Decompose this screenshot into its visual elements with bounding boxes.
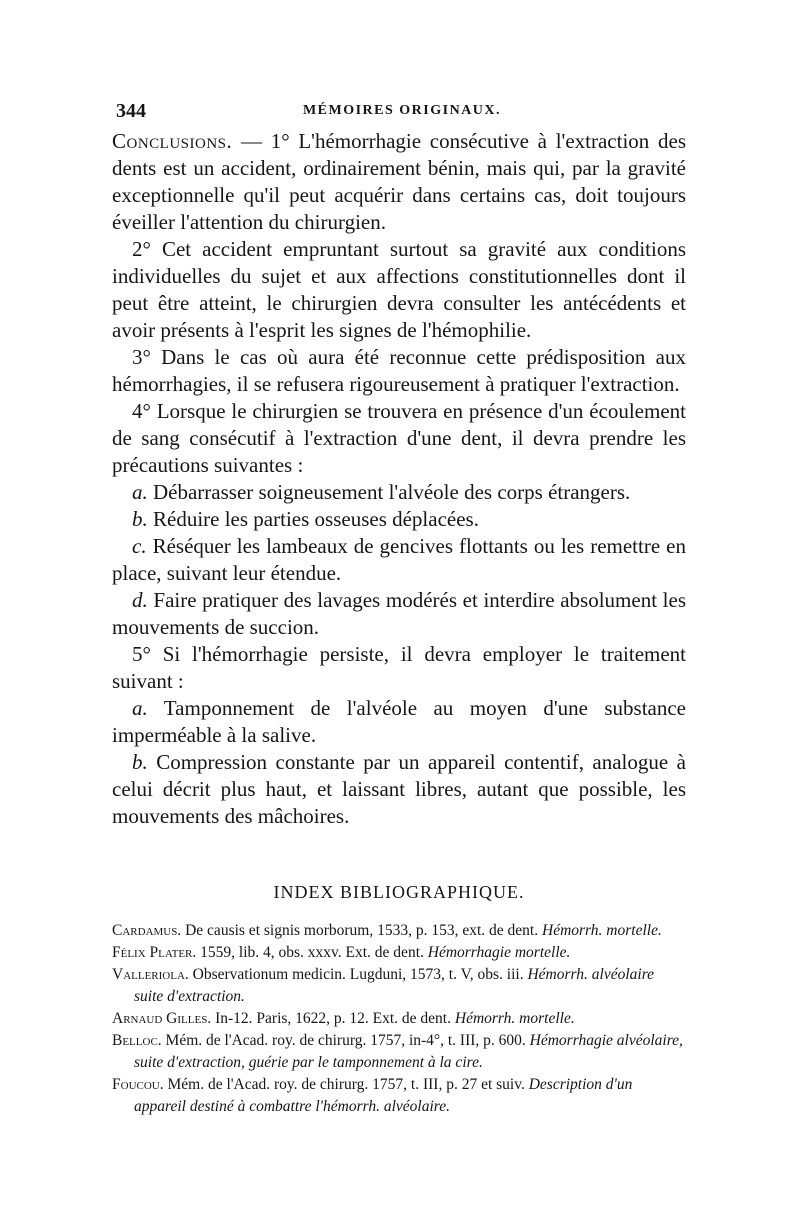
page-number: 344	[116, 100, 146, 122]
bib-note: Hémorrhagie mortelle.	[427, 944, 571, 961]
item-text: Compression constante par un appareil contentif, analogue à celui décrit plus haut, et laissant libres, autant que possible, les mouvements des mâchoires.	[112, 750, 686, 828]
running-title: MÉMOIRES ORIGINAUX.	[302, 103, 502, 118]
item-text: Débarrasser soigneusement l'alvéole des corps étrangers.	[147, 480, 631, 504]
conclusion-paragraph-4: 4° Lorsque le chirurgien se trouvera en présence d'un écoulement de sang consécutif à l'extraction d'une dent, il devra prendre les précautions suivantes :	[112, 399, 686, 477]
bibliography-entry	[112, 920, 686, 942]
item-marker: a.	[132, 480, 148, 504]
bib-note: Hémorrh. mortelle.	[454, 1010, 575, 1027]
bib-author: Arnaud Gilles.	[112, 1010, 212, 1027]
bib-reference: 1559, lib. 4, obs. xxxv. Ext. de dent.	[196, 944, 428, 961]
bib-reference: Observationum medicin. Lugduni, 1573, t. V, obs. iii.	[188, 966, 528, 983]
bib-author: Valleriola.	[112, 966, 189, 983]
item-marker: c.	[132, 534, 147, 558]
bibliography-list	[112, 920, 686, 1118]
bib-reference: In-12. Paris, 1622, p. 12. Ext. de dent.	[211, 1010, 455, 1027]
precaution-item-c	[112, 533, 686, 587]
bib-author: Foucou.	[112, 1076, 164, 1093]
bib-note: Hémorrh. alvéolaire suite d'extraction.	[134, 966, 655, 1005]
precaution-item-a	[112, 479, 686, 506]
conclusions-heading: Conclusions.	[112, 129, 233, 153]
item-marker: b.	[132, 507, 148, 531]
item-text: Réduire les parties osseuses déplacées.	[147, 507, 479, 531]
item-text: Réséquer les lambeaux de gencives flottants ou les remettre en place, suivant leur étendue.	[112, 534, 686, 585]
bib-note: Hémorrh. mortelle.	[542, 922, 662, 939]
bib-reference: Mém. de l'Acad. roy. de chirurg. 1757, t. III, p. 27 et suiv.	[163, 1076, 529, 1093]
bib-reference: De causis et signis morborum, 1533, p. 153, ext. de dent.	[181, 922, 542, 939]
page-header	[112, 100, 692, 124]
conclusion-1-text: 1° L'hémorrhagie consécutive à l'extraction des dents est un accident, ordinairement bénin, mais qui, par la gravité exceptionnelle qu'il peut acquérir dans certains cas, doit toujours éveiller l'attention du chirurgien.	[112, 129, 686, 234]
item-marker: a.	[132, 696, 148, 720]
treatment-item-a	[112, 695, 686, 749]
conclusion-paragraph-5: 5° Si l'hémorrhagie persiste, il devra employer le traitement suivant :	[112, 642, 686, 693]
conclusions-section	[112, 128, 686, 830]
bibliography-entry	[112, 942, 686, 964]
item-marker: d.	[132, 588, 148, 612]
bib-note: Hémorrhagie alvéolaire, suite d'extraction, guérie par le tamponnement à la cire.	[134, 1032, 683, 1071]
item-text: Faire pratiquer des lavages modérés et interdire absolument les mouvements de succion.	[112, 588, 686, 639]
conclusion-paragraph-1	[112, 128, 686, 236]
index-title: INDEX BIBLIOGRAPHIQUE.	[273, 882, 525, 902]
bib-author: Félix Plater.	[112, 944, 197, 961]
precaution-item-b	[112, 506, 686, 533]
bibliography-entry	[112, 1008, 686, 1030]
bib-reference: Mém. de l'Acad. roy. de chirurg. 1757, in-4°, t. III, p. 600.	[161, 1032, 530, 1049]
bibliography-entry	[112, 964, 686, 1008]
precaution-item-d	[112, 587, 686, 641]
item-marker: b.	[132, 750, 148, 774]
bib-note: Description d'un appareil destiné à combattre l'hémorrh. alvéolaire.	[134, 1076, 633, 1115]
bib-author: Belloc.	[112, 1032, 162, 1049]
conclusion-paragraph-2: 2° Cet accident empruntant surtout sa gravité aux conditions individuelles du sujet et aux affections constitutionnelles dont il peut être atteint, le chirurgien devra consulter les antécédents et avoir présents à l'esprit les signes de l'hémophilie.	[112, 237, 686, 342]
item-text: Tamponnement de l'alvéole au moyen d'une substance imperméable à la salive.	[112, 696, 686, 747]
bib-author: Cardamus.	[112, 922, 182, 939]
treatment-item-b	[112, 749, 686, 830]
conclusions-dash: —	[232, 129, 271, 153]
bibliography-entry	[112, 1030, 686, 1074]
conclusion-paragraph-3: 3° Dans le cas où aura été reconnue cette prédisposition aux hémorrhagies, il se refusera rigoureusement à pratiquer l'extraction.	[112, 345, 686, 396]
bibliography-entry	[112, 1074, 686, 1118]
